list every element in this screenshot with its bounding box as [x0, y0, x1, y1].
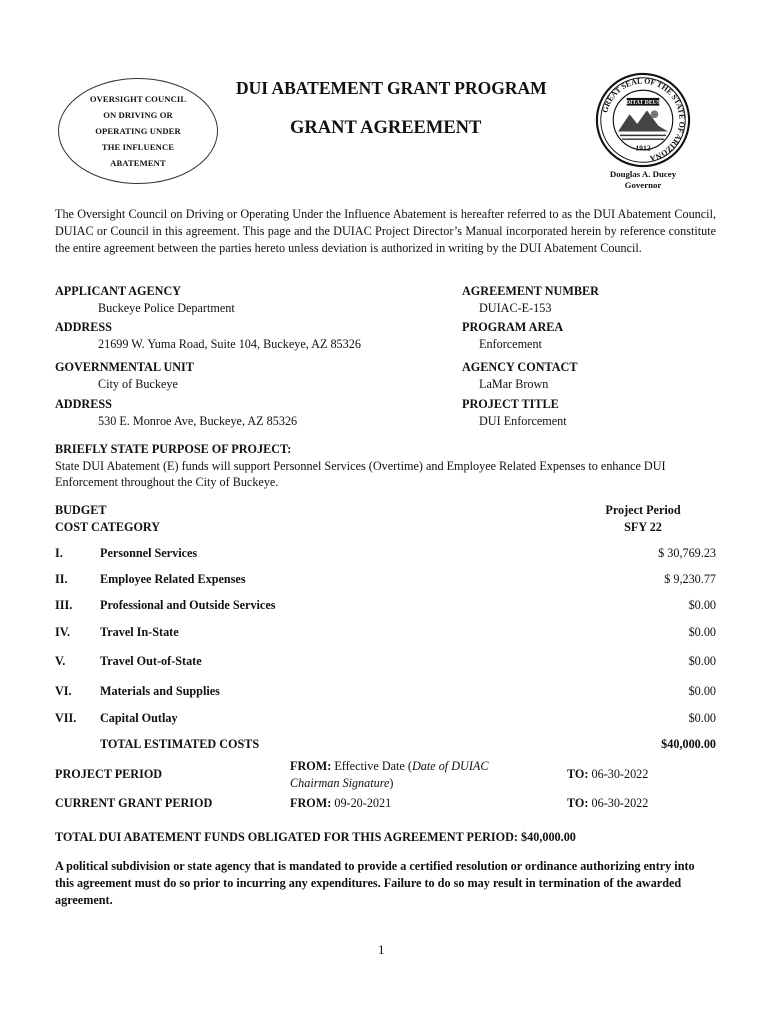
agreement-number-field: [462, 283, 599, 317]
program-area-field: [462, 319, 563, 353]
governmental-unit-label: GOVERNMENTAL UNIT: [55, 360, 194, 374]
budget-row-number: VI.: [55, 684, 72, 698]
current-grant-period-label: CURRENT GRANT PERIOD: [55, 796, 213, 810]
project-period-from: [290, 758, 488, 792]
effective-date-text: Effective Date (: [334, 759, 412, 773]
logo-line: ON DRIVING OR: [103, 110, 173, 120]
project-title-label: PROJECT TITLE: [462, 397, 559, 411]
program-title: DUI ABATEMENT GRANT PROGRAM: [236, 78, 547, 98]
unit-address-field: [55, 396, 297, 430]
budget-row-amount: $0.00: [688, 654, 716, 668]
closing-paren: ): [389, 776, 394, 790]
project-period-heading: [597, 502, 689, 536]
total-estimated-costs-amount: $40,000.00: [661, 737, 716, 751]
budget-row-number: IV.: [55, 625, 71, 639]
budget-row-amount: $0.00: [688, 625, 716, 639]
total-estimated-costs-label: TOTAL ESTIMATED COSTS: [100, 737, 260, 751]
budget-row-number: V.: [55, 654, 66, 668]
budget-row-category: Materials and Supplies: [100, 684, 220, 698]
budget-row: [55, 572, 716, 589]
unit-address-value: 530 E. Monroe Ave, Buckeye, AZ 85326: [98, 414, 298, 428]
applicant-agency-value: Buckeye Police Department: [98, 301, 235, 315]
project-period-label: Project Period: [605, 503, 681, 517]
budget-row-number: II.: [55, 572, 68, 586]
program-area-value: Enforcement: [479, 337, 542, 351]
budget-row: [55, 546, 716, 563]
agreement-number-label: AGREEMENT NUMBER: [462, 284, 599, 298]
budget-row-category: Travel Out-of-State: [100, 654, 202, 668]
date-of-duiac-text: Date of DUIAC: [411, 759, 489, 773]
agreement-number-value: DUIAC-E-153: [479, 301, 552, 315]
agency-contact-value: LaMar Brown: [479, 377, 549, 391]
fiscal-year-label: SFY 22: [624, 520, 662, 534]
seal-ring-text: GREAT SEAL OF THE STATE OF ARIZONA: [600, 76, 687, 163]
address-field: [55, 319, 361, 353]
to-label: TO:: [567, 796, 589, 810]
budget-row: [55, 654, 716, 671]
budget-heading: [55, 502, 160, 536]
budget-row-amount: $ 9,230.77: [664, 572, 716, 586]
budget-row-category: Employee Related Expenses: [100, 572, 246, 586]
governor-name: Douglas A. Ducey: [609, 169, 677, 179]
agency-contact-label: AGENCY CONTACT: [462, 360, 578, 374]
budget-row-amount: $0.00: [688, 684, 716, 698]
logo-line: OPERATING UNDER: [95, 126, 181, 136]
budget-row: [55, 598, 716, 615]
applicant-agency-field: [55, 283, 235, 317]
current-period-to: [567, 796, 648, 811]
project-title-field: [462, 396, 567, 430]
budget-row: [55, 711, 716, 728]
address-label: ADDRESS: [55, 320, 112, 334]
cost-category-heading: COST CATEGORY: [55, 520, 161, 534]
chairman-signature-text: Chairman Signature: [290, 776, 390, 790]
intro-paragraph: The Oversight Council on Driving or Operating Under the Influence Abatement is hereafter referred to as the DUI Abatement Council, DUIAC or Council in this agreement. This page and the DUIAC Project Director’s Manual incorporated herein by reference constitute the entire agreement between the parties hereto unless deviation is authorized in writing by the DUI Abatement Council.: [55, 207, 716, 255]
logo-line: OVERSIGHT COUNCIL: [89, 94, 187, 104]
governmental-unit-value: City of Buckeye: [98, 377, 178, 391]
budget-row-amount: $ 30,769.23: [658, 546, 716, 560]
address-value: 21699 W. Yuma Road, Suite 104, Buckeye, AZ 85326: [98, 337, 361, 351]
current-from-date: 09-20-2021: [334, 796, 392, 810]
resolution-warning: A political subdivision or state agency that is mandated to provide a certified resolution or ordinance authorizing entry into this agreement must do so prior to incurring any expenditures. Failure to do so may result in termination of the awarded agreement.: [55, 859, 695, 907]
program-area-label: PROGRAM AREA: [462, 320, 564, 334]
budget-row-amount: $0.00: [688, 598, 716, 612]
from-label: FROM:: [290, 796, 332, 810]
total-funds-obligated: TOTAL DUI ABATEMENT FUNDS OBLIGATED FOR THIS AGREEMENT PERIOD: $40,000.00: [55, 830, 576, 844]
to-label: TO:: [567, 767, 589, 781]
logo-line: ABATEMENT: [110, 158, 166, 168]
budget-row: [55, 684, 716, 701]
governmental-unit-field: [55, 359, 194, 393]
project-purpose: [55, 441, 716, 491]
agency-contact-field: [462, 359, 577, 393]
budget-row-category: Travel In-State: [100, 625, 179, 639]
budget-heading-line: BUDGET: [55, 503, 107, 517]
oversight-council-logo: [58, 78, 218, 184]
logo-line: THE INFLUENCE: [101, 142, 175, 152]
seal-year: 1912: [635, 143, 651, 153]
project-period-label: PROJECT PERIOD: [55, 767, 163, 781]
project-title-value: DUI Enforcement: [479, 414, 567, 428]
budget-row-number: VII.: [55, 711, 77, 725]
from-label: FROM:: [290, 759, 332, 773]
seal-motto: DITAT DEUS: [625, 100, 661, 107]
governor-title: Governor: [624, 180, 662, 190]
budget-row: [55, 625, 716, 642]
applicant-agency-label: APPLICANT AGENCY: [55, 284, 182, 298]
budget-row-number: I.: [55, 546, 63, 560]
purpose-text: State DUI Abatement (E) funds will support Personnel Services (Overtime) and Employee Related Expenses to enhance DUI Enforcement throughout the City of Buckeye.: [55, 458, 666, 489]
budget-row-category: Capital Outlay: [100, 711, 178, 725]
budget-row-amount: $0.00: [688, 711, 716, 725]
current-to-date: 06-30-2022: [591, 796, 649, 810]
project-to-date: 06-30-2022: [591, 767, 649, 781]
budget-row-number: III.: [55, 598, 73, 612]
current-period-from: [290, 796, 391, 811]
purpose-label: BRIEFLY STATE PURPOSE OF PROJECT:: [55, 442, 292, 456]
governor-signature-block: [590, 169, 696, 191]
state-seal-icon: [595, 72, 691, 168]
project-period-to: [567, 767, 648, 782]
page-number: 1: [378, 942, 385, 957]
budget-row-category: Personnel Services: [100, 546, 198, 560]
budget-total-row: [55, 737, 716, 754]
budget-row-category: Professional and Outside Services: [100, 598, 276, 612]
unit-address-label: ADDRESS: [55, 397, 112, 411]
agreement-title: GRANT AGREEMENT: [290, 118, 482, 138]
